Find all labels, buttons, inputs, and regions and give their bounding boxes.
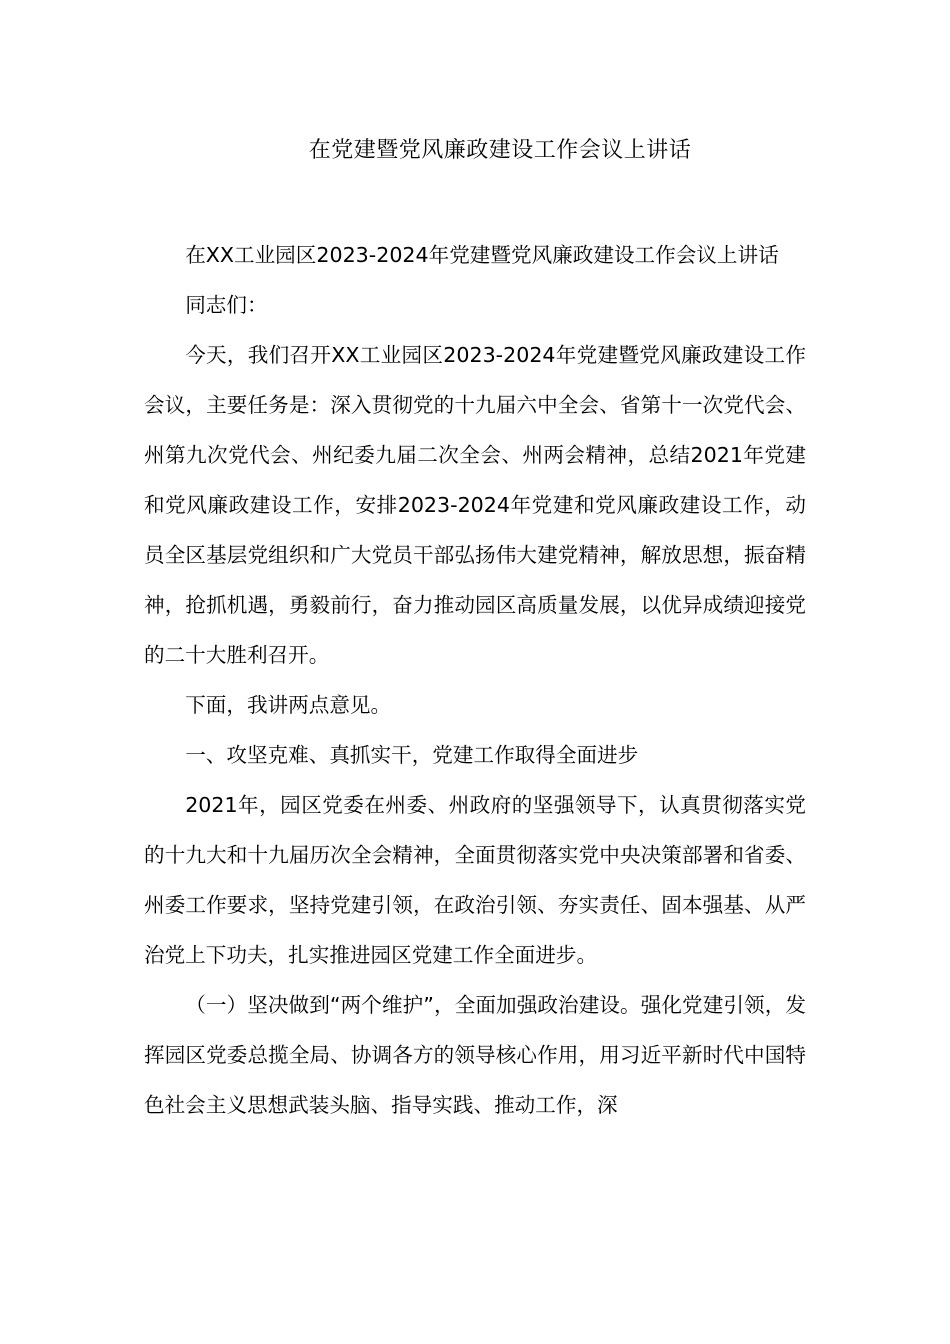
document-title: 在党建暨党风廉政建设工作会议上讲话 [308,138,692,163]
subtitle-paragraph: 在XX工业园区2023-2024年党建暨党风廉政建设工作会议上讲话 [185,243,779,267]
section-heading-1: 一、攻坚克难、真抓实干，党建工作取得全面进步 [185,743,639,767]
intro-paragraph: 今天，我们召开XX工业园区2023-2024年党建暨党风廉政建设工作会议，主要任务是：深入贯彻党的十九届六中全会、省第十一次党代会、州第九次党代会、州纪委九届二次全会、州两会精神，总结2021年党建和党风廉政建设工作，安排2023-2024年党建和党风廉政建设工作，动员全区基层党组织和广大党员干部弘扬伟大建党精神，解放思想，振奋精神，抢抓机遇，勇毅前行，奋力推动园区高质量发展，以优异成绩迎接党的二十大胜利召开。 [144,343,806,667]
document-body [144,230,806,1130]
salutation-paragraph: 同志们： [185,293,268,317]
section-1-paragraph: 2021年，园区党委在州委、州政府的坚强领导下，认真贯彻落实党的十九大和十九届历次全会精神，全面贯彻落实党中央决策部署和省委、州委工作要求，坚持党建引领，在政治引领、夯实责任、固本强基、从严治党上下功夫，扎实推进园区党建工作全面进步。 [144,793,806,967]
transition-paragraph: 下面，我讲两点意见。 [185,693,392,717]
subsection-1-paragraph: （一）坚决做到“两个维护”，全面加强政治建设。强化党建引领，发挥园区党委总揽全局、协调各方的领导核心作用，用习近平新时代中国特色社会主义思想武装头脑、指导实践、推动工作，深 [144,993,806,1117]
